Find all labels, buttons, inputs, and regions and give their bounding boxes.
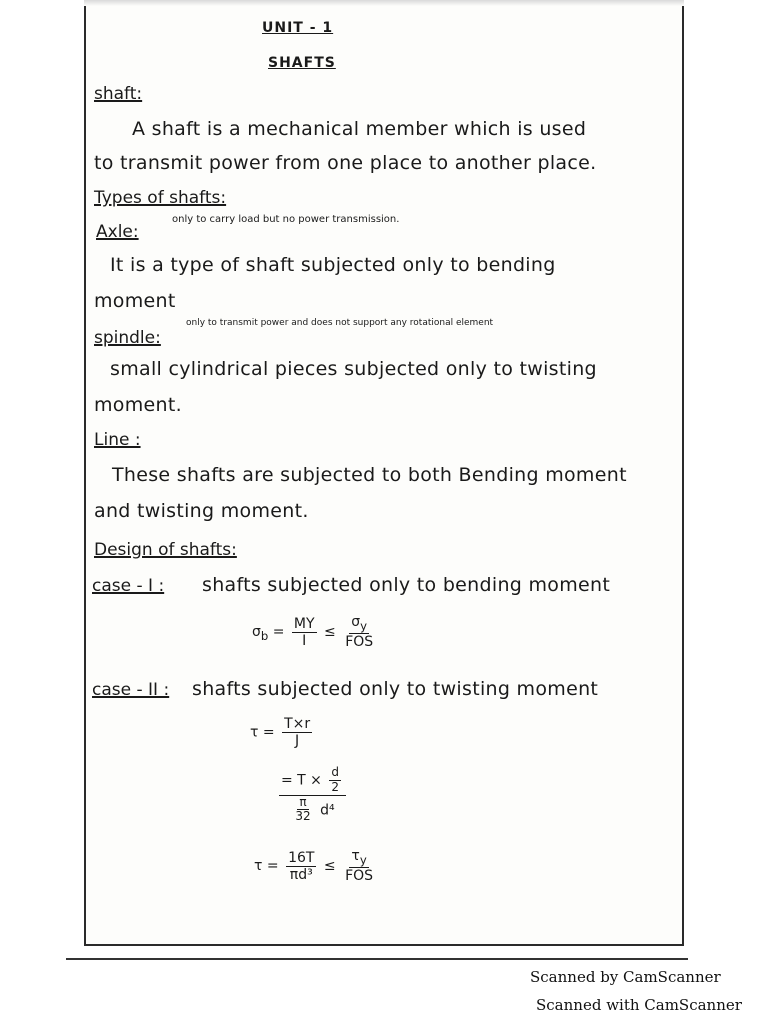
16t-over-pid3-fraction <box>286 850 316 883</box>
t-times-text: = T × <box>281 772 322 789</box>
tau-symbol: τ <box>250 724 259 741</box>
axle-line1: It is a type of shaft subjected only to bending <box>110 254 556 276</box>
fraction-numerator: T×r <box>284 716 311 732</box>
allowable-stress-fraction <box>343 614 375 650</box>
tau-symbol: τ <box>351 848 360 864</box>
tau-subscript: y <box>359 852 367 867</box>
final-shear-formula <box>254 848 378 884</box>
spindle-note: only to transmit power and does not support any rotational element <box>186 318 494 328</box>
axle-line2: moment <box>94 290 176 312</box>
line-shaft-heading: Line : <box>94 430 141 450</box>
shear-stress-formula <box>250 716 315 749</box>
fraction-denominator: πd³ <box>289 866 313 883</box>
axle-note: only to carry load but no power transmission. <box>172 214 400 225</box>
line-shaft-line1: These shafts are subjected to both Bending moment <box>112 464 627 486</box>
d4-term: d⁴ <box>320 801 335 818</box>
scanned-by-watermark: Scanned by CamScanner <box>530 968 721 986</box>
bottom-rule <box>66 958 688 960</box>
case2-text: shafts subjected only to twisting moment <box>192 678 599 700</box>
d-over-2-fraction <box>329 766 341 795</box>
line-shaft-line2: and twisting moment. <box>94 500 309 522</box>
sigma-symbol: σ <box>351 614 361 630</box>
case2-heading: case - II : <box>92 680 170 700</box>
fraction-denominator: 32 <box>295 809 311 824</box>
case1-text: shafts subjected only to bending moment <box>202 574 611 596</box>
fraction-numerator <box>349 614 369 634</box>
fraction-numerator: MY <box>293 615 315 632</box>
substitution-fraction <box>279 766 346 824</box>
sigma-subscript: b <box>260 628 269 643</box>
fraction-denominator <box>288 796 336 825</box>
fraction-numerator <box>279 766 346 796</box>
sigma-symbol: σ <box>252 624 261 641</box>
pi-over-32-fraction <box>293 796 312 825</box>
shaft-definition-line1: A shaft is a mechanical member which is used <box>132 118 587 140</box>
fraction-numerator <box>349 848 368 868</box>
fraction-denominator: 2 <box>331 779 340 794</box>
shaft-heading: shaft: <box>94 84 143 104</box>
substitution-step <box>276 766 349 824</box>
design-heading: Design of shafts: <box>94 540 237 560</box>
fraction-numerator: 16T <box>288 849 315 866</box>
spindle-heading: spindle: <box>94 328 161 348</box>
types-heading: Types of shafts: <box>94 188 227 208</box>
fraction-denominator: I <box>302 632 307 649</box>
scanned-with-watermark: Scanned with CamScanner <box>536 996 742 1014</box>
equals-sign: = <box>272 624 285 641</box>
equals-sign: = <box>266 858 279 875</box>
case1-heading: case - I : <box>92 576 165 596</box>
fraction-denominator: J <box>295 733 300 750</box>
fraction-numerator: d <box>331 765 339 779</box>
unit-title: UNIT - 1 <box>262 20 334 36</box>
allowable-shear-fraction <box>343 848 375 884</box>
less-equal-sign: ≤ <box>323 858 336 875</box>
my-over-i-fraction <box>292 616 317 649</box>
bending-stress-formula <box>252 614 378 650</box>
equals-sign: = <box>262 724 275 741</box>
fraction-denominator: FOS <box>345 868 374 885</box>
fraction-denominator: FOS <box>345 634 374 651</box>
spindle-line2: moment. <box>94 394 182 416</box>
less-equal-sign: ≤ <box>324 624 336 641</box>
spindle-line1: small cylindrical pieces subjected only to twisting <box>110 358 597 380</box>
fraction-numerator: π <box>299 794 307 809</box>
axle-heading: Axle: <box>96 222 139 242</box>
tr-over-j-fraction <box>282 716 312 749</box>
sigma-subscript: y <box>360 618 368 633</box>
tau-symbol: τ <box>254 858 263 875</box>
page-title: SHAFTS <box>268 55 336 71</box>
shaft-definition-line2: to transmit power from one place to another place. <box>94 152 597 174</box>
